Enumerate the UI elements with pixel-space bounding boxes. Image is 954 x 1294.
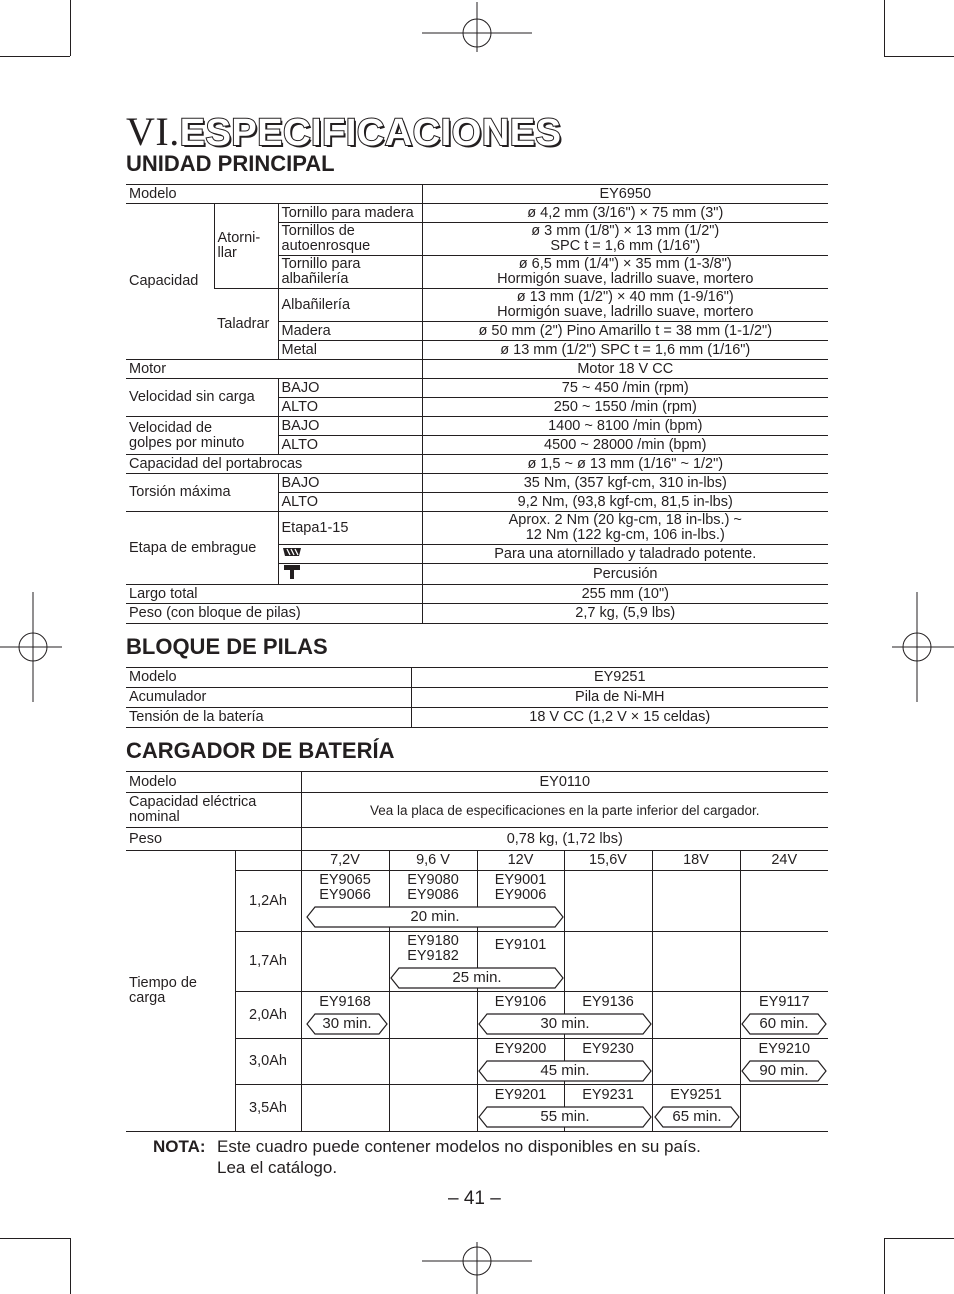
value-cell: 9,2 Nm, (93,8 kgf-cm, 81,5 in-lbs) bbox=[422, 493, 828, 512]
crop-mark bbox=[884, 1238, 885, 1294]
charge-time-arrow bbox=[654, 1106, 740, 1128]
table-row bbox=[126, 668, 828, 688]
label-cell: Capacidad eléctrica nominal bbox=[126, 793, 301, 828]
hammer-icon bbox=[282, 564, 302, 580]
label-cell: Albañilería bbox=[278, 289, 422, 322]
crop-mark bbox=[884, 0, 885, 56]
capacity-label: 1,7Ah bbox=[235, 932, 301, 992]
label-cell: Torsión máxima bbox=[126, 474, 278, 512]
model-cell: EY9251 bbox=[652, 1085, 740, 1132]
label-cell: BAJO bbox=[278, 474, 422, 493]
label-cell: Velocidad sin carga bbox=[126, 379, 278, 417]
table-row bbox=[126, 512, 828, 545]
empty-cell bbox=[564, 932, 652, 992]
empty-cell bbox=[652, 932, 740, 992]
label-cell: Modelo bbox=[126, 185, 422, 204]
label-cell: Peso bbox=[126, 828, 301, 851]
table-row bbox=[126, 793, 828, 828]
registration-mark-icon bbox=[892, 592, 954, 702]
voltage-header: 7,2V bbox=[301, 851, 389, 871]
value-cell: Pila de Ni-MH bbox=[411, 688, 828, 708]
empty-cell bbox=[389, 992, 477, 1039]
charge-time-arrow bbox=[741, 1013, 827, 1035]
charge-time-arrow bbox=[478, 1060, 652, 1082]
table-row bbox=[126, 851, 828, 871]
empty-cell bbox=[564, 871, 652, 932]
charge-time-arrow bbox=[741, 1060, 827, 1082]
value-cell: Aprox. 2 Nm (20 kg-cm, 18 in-lbs.) ~ 12 Nm (122 kg-cm, 106 in-lbs.) bbox=[422, 512, 828, 545]
capacity-label: 3,5Ah bbox=[235, 1085, 301, 1132]
value-cell: 255 mm (10") bbox=[422, 585, 828, 604]
empty-cell bbox=[389, 1085, 477, 1132]
charge-time-arrow bbox=[478, 1013, 652, 1035]
table-row bbox=[126, 688, 828, 708]
table-row bbox=[126, 772, 828, 793]
table-row bbox=[126, 474, 828, 493]
table-row bbox=[126, 417, 828, 436]
heading-bloque-pilas: BLOQUE DE PILAS bbox=[126, 634, 328, 659]
value-cell: 18 V CC (1,2 V × 15 celdas) bbox=[411, 708, 828, 728]
drill-mode-cell bbox=[278, 545, 422, 564]
empty-cell bbox=[652, 992, 740, 1039]
table-row bbox=[126, 828, 828, 851]
crop-mark bbox=[70, 0, 71, 56]
label-cell: Peso (con bloque de pilas) bbox=[126, 604, 422, 624]
value-cell: ø 13 mm (1/2") SPC t = 1,6 mm (1/16") bbox=[422, 341, 828, 360]
page-title bbox=[126, 108, 561, 155]
crop-mark bbox=[884, 56, 954, 57]
capacity-label: 2,0Ah bbox=[235, 992, 301, 1039]
charge-time-label: 25 min. bbox=[452, 969, 502, 986]
model-cell: EY9136 bbox=[564, 992, 652, 1039]
model-cell: EY9231 bbox=[564, 1085, 652, 1132]
table-row bbox=[126, 455, 828, 474]
voltage-header: 18V bbox=[652, 851, 740, 871]
model-cell: EY9001 EY9006 bbox=[477, 871, 564, 932]
label-cell: Metal bbox=[278, 341, 422, 360]
label-cell: Velocidad de golpes por minuto bbox=[126, 417, 278, 455]
section-title: ESPECIFICACIONES bbox=[179, 112, 562, 154]
charge-time-label: 30 min. bbox=[540, 1015, 590, 1032]
label-cell: ALTO bbox=[278, 398, 422, 417]
empty-cell bbox=[235, 851, 301, 871]
heading-unidad-principal: UNIDAD PRINCIPAL bbox=[126, 151, 335, 176]
value-cell: ø 1,5 ~ ø 13 mm (1/16" ~ 1/2") bbox=[422, 455, 828, 474]
value-cell: 250 ~ 1550 /min (rpm) bbox=[422, 398, 828, 417]
label-cell: Taladrar bbox=[214, 289, 278, 360]
model-cell: EY9168 bbox=[301, 992, 389, 1039]
table-row bbox=[126, 185, 828, 204]
table-row bbox=[126, 604, 828, 624]
value-cell: 35 Nm, (357 kgf-cm, 310 in-lbs) bbox=[422, 474, 828, 493]
label-cell: Motor bbox=[126, 360, 422, 379]
charge-time-label: 90 min. bbox=[759, 1062, 809, 1079]
charge-time-arrow bbox=[306, 906, 564, 928]
model-cell: EY9201 bbox=[477, 1085, 564, 1132]
value-cell: EY0110 bbox=[301, 772, 828, 793]
value-cell: Para una atornillado y taladrado potente. bbox=[422, 545, 828, 564]
empty-cell bbox=[389, 1039, 477, 1085]
voltage-header: 12V bbox=[477, 851, 564, 871]
voltage-header: 9,6 V bbox=[389, 851, 477, 871]
charge-time-arrow bbox=[306, 1013, 388, 1035]
value-cell: Vea la placa de especificaciones en la parte inferior del cargador. bbox=[301, 793, 828, 828]
registration-mark-icon bbox=[0, 592, 62, 702]
empty-cell bbox=[740, 871, 828, 932]
label-cell: ALTO bbox=[278, 436, 422, 455]
value-cell: 4500 ~ 28000 /min (bpm) bbox=[422, 436, 828, 455]
label-cell: Madera bbox=[278, 322, 422, 341]
model-cell: EY9101 bbox=[477, 932, 564, 992]
model-cell: EY9065 EY9066 bbox=[301, 871, 389, 932]
value-cell: ø 4,2 mm (3/16") × 75 mm (3") bbox=[422, 204, 828, 223]
value-cell: 75 ~ 450 /min (rpm) bbox=[422, 379, 828, 398]
note-label: NOTA: bbox=[153, 1137, 206, 1156]
label-cell: Tornillo para madera bbox=[278, 204, 422, 223]
label-cell: Largo total bbox=[126, 585, 422, 604]
note-line-2: Lea el catálogo. bbox=[217, 1158, 338, 1177]
empty-cell bbox=[740, 932, 828, 992]
crop-mark bbox=[70, 1238, 71, 1294]
model-cell: EY9230 bbox=[564, 1039, 652, 1085]
label-cell: Tiempo de carga bbox=[126, 851, 235, 1132]
value-cell: EY6950 bbox=[422, 185, 828, 204]
charge-time-arrow bbox=[390, 967, 564, 989]
value-cell: 1400 ~ 8100 /min (bpm) bbox=[422, 417, 828, 436]
label-cell: Modelo bbox=[126, 668, 411, 688]
label-cell: Tornillo para albañilería bbox=[278, 256, 422, 289]
label-cell: Modelo bbox=[126, 772, 301, 793]
value-cell: ø 50 mm (2") Pino Amarillo t = 38 mm (1-1/2") bbox=[422, 322, 828, 341]
heading-cargador: CARGADOR DE BATERÍA bbox=[126, 738, 395, 763]
hammer-mode-cell bbox=[278, 564, 422, 585]
model-cell: EY9210 bbox=[740, 1039, 828, 1085]
section-numeral: VI. bbox=[126, 109, 180, 154]
battery-pack-table bbox=[126, 667, 828, 728]
value-cell: Motor 18 V CC bbox=[422, 360, 828, 379]
empty-cell bbox=[740, 1085, 828, 1132]
empty-cell bbox=[652, 1039, 740, 1085]
capacity-label: 1,2Ah bbox=[235, 871, 301, 932]
value-cell: ø 6,5 mm (1/4") × 35 mm (1-3/8") Hormigón suave, ladrillo suave, mortero bbox=[422, 256, 828, 289]
value-cell: EY9251 bbox=[411, 668, 828, 688]
label-cell: Capacidad del portabrocas bbox=[126, 455, 422, 474]
drill-mode-icon bbox=[282, 546, 302, 558]
crop-mark bbox=[884, 1238, 954, 1239]
page-number: – 41 – bbox=[448, 1188, 501, 1209]
model-cell: EY9106 bbox=[477, 992, 564, 1039]
model-cell: EY9180 EY9182 bbox=[389, 932, 477, 992]
empty-cell bbox=[301, 1039, 389, 1085]
label-cell: BAJO bbox=[278, 417, 422, 436]
charge-time-arrow bbox=[478, 1106, 652, 1128]
table-row bbox=[126, 379, 828, 398]
main-unit-table bbox=[126, 184, 828, 624]
empty-cell bbox=[301, 932, 389, 992]
voltage-header: 15,6V bbox=[564, 851, 652, 871]
label-cell: ALTO bbox=[278, 493, 422, 512]
value-cell: 0,78 kg, (1,72 lbs) bbox=[301, 828, 828, 851]
value-cell: 2,7 kg, (5,9 lbs) bbox=[422, 604, 828, 624]
charge-time-label: 65 min. bbox=[672, 1108, 722, 1125]
table-row bbox=[126, 708, 828, 728]
model-cell: EY9080 EY9086 bbox=[389, 871, 477, 932]
crop-mark bbox=[0, 1238, 70, 1239]
table-row bbox=[126, 360, 828, 379]
empty-cell bbox=[301, 1085, 389, 1132]
value-cell: ø 13 mm (1/2") × 40 mm (1-9/16") Hormigón suave, ladrillo suave, mortero bbox=[422, 289, 828, 322]
registration-mark-icon bbox=[422, 2, 532, 64]
capacity-label: 3,0Ah bbox=[235, 1039, 301, 1085]
crop-mark bbox=[0, 56, 70, 57]
note-line-1: Este cuadro puede contener modelos no disponibles en su país. bbox=[217, 1137, 701, 1156]
value-cell: Percusión bbox=[422, 564, 828, 585]
label-cell: Tornillos de autoenrosque bbox=[278, 223, 422, 256]
label-cell: Capacidad bbox=[126, 204, 214, 360]
empty-cell bbox=[652, 871, 740, 932]
charge-time-label: 55 min. bbox=[540, 1108, 590, 1125]
table-row bbox=[126, 585, 828, 604]
label-cell: Acumulador bbox=[126, 688, 411, 708]
label-cell: Tensión de la batería bbox=[126, 708, 411, 728]
label-cell: Etapa de embrague bbox=[126, 512, 278, 585]
charge-time-label: 20 min. bbox=[410, 908, 460, 925]
charge-time-label: 45 min. bbox=[540, 1062, 590, 1079]
charge-time-label: 30 min. bbox=[322, 1015, 372, 1032]
voltage-header: 24V bbox=[740, 851, 828, 871]
model-cell: EY9200 bbox=[477, 1039, 564, 1085]
label-cell: BAJO bbox=[278, 379, 422, 398]
label-cell: Atorni- llar bbox=[214, 204, 278, 289]
value-cell: ø 3 mm (1/8") × 13 mm (1/2") SPC t = 1,6 mm (1/16") bbox=[422, 223, 828, 256]
model-cell: EY9117 bbox=[740, 992, 828, 1039]
table-row bbox=[126, 204, 828, 223]
registration-mark-icon bbox=[422, 1232, 532, 1294]
charge-time-label: 60 min. bbox=[759, 1015, 809, 1032]
table-row bbox=[126, 289, 828, 322]
label-cell: Etapa1-15 bbox=[278, 512, 422, 545]
